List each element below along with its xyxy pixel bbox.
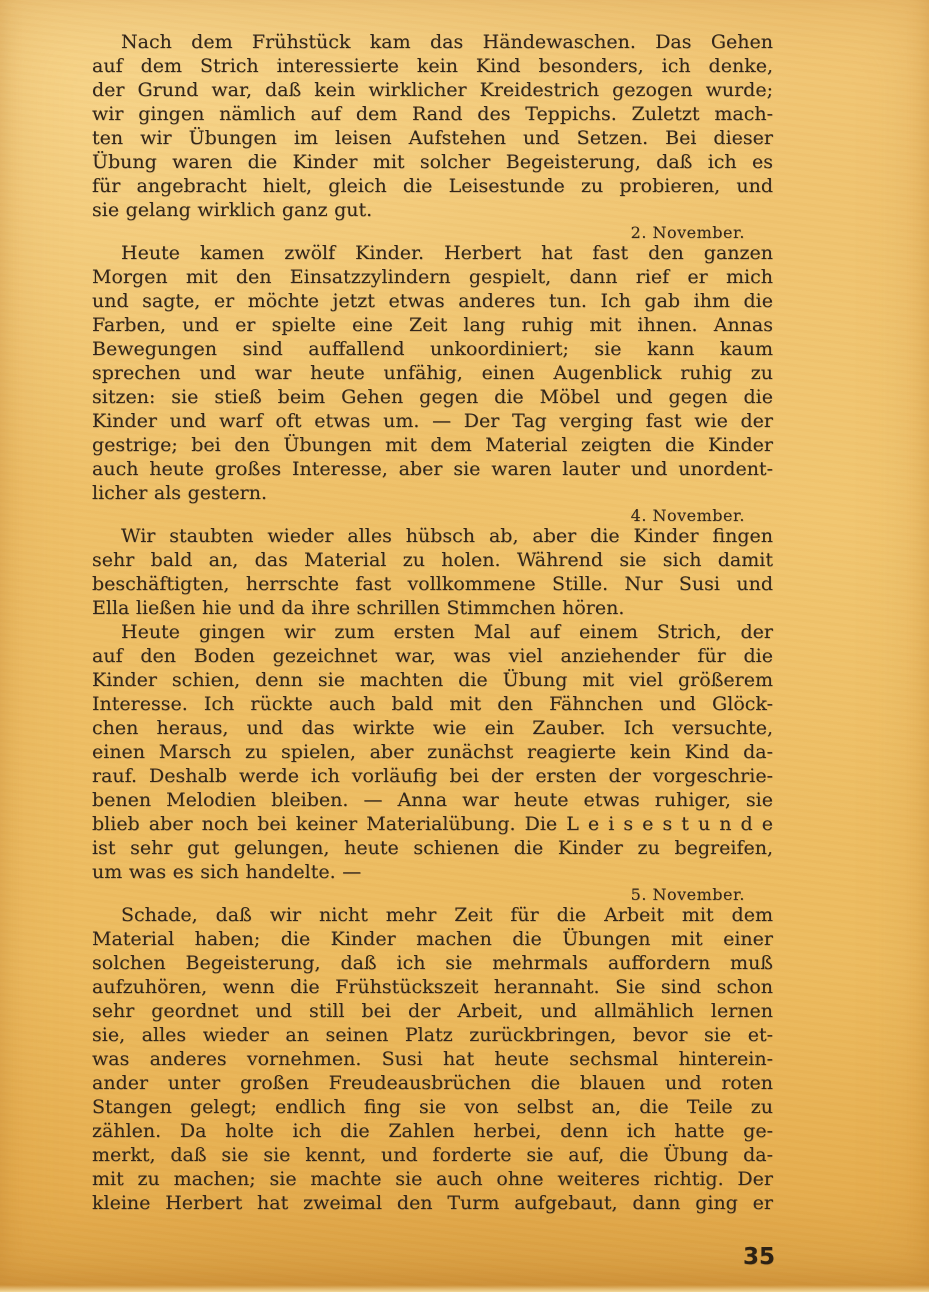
text-line: sie gelang wirklich ganz gut. bbox=[92, 199, 373, 221]
text-line: benen Melodien bleiben. — Anna war heute etwas ruhiger, sie bbox=[92, 789, 773, 811]
paragraph bbox=[92, 30, 773, 222]
text-line: Heute gingen wir zum ersten Mal auf einem Strich, der bbox=[121, 621, 773, 643]
text-line: auf dem Strich interessierte kein Kind besonders, ich denke, bbox=[92, 55, 773, 77]
text-line: mit zu machen; sie machte sie auch ohne weiteres richtig. Der bbox=[92, 1168, 773, 1190]
text-line: für angebracht hielt, gleich die Leisestunde zu probieren, und bbox=[92, 175, 773, 197]
text-line: chen heraus, und das wirkte wie ein Zauber. Ich versuchte, bbox=[92, 717, 773, 739]
paragraph bbox=[92, 620, 773, 884]
date-heading: 2. November. bbox=[630, 223, 745, 242]
text-line: Kinder und warf oft etwas um. — Der Tag verging fast wie der bbox=[92, 410, 773, 432]
paragraph bbox=[92, 903, 773, 1215]
text-line: Interesse. Ich rückte auch bald mit den Fähnchen und Glöck- bbox=[92, 693, 773, 715]
text-line: rauf. Deshalb werde ich vorläufig bei der ersten der vorgeschrie- bbox=[92, 765, 773, 787]
text-line: ten wir Übungen im leisen Aufstehen und Setzen. Bei dieser bbox=[92, 127, 773, 149]
text-line: zählen. Da holte ich die Zahlen herbei, denn ich hatte ge- bbox=[92, 1120, 773, 1142]
text-line: Schade, daß wir nicht mehr Zeit für die Arbeit mit dem bbox=[121, 904, 773, 926]
page-body bbox=[92, 30, 773, 1215]
text-line: Material haben; die Kinder machen die Übungen mit einer bbox=[92, 928, 773, 950]
text-line: solchen Begeisterung, daß ich sie mehrmals auffordern muß bbox=[92, 952, 773, 974]
text-line: auf den Boden gezeichnet war, was viel anziehender für die bbox=[92, 645, 773, 667]
text-line: sprechen und war heute unfähig, einen Augenblick ruhig zu bbox=[92, 362, 773, 384]
date-heading: 5. November. bbox=[630, 885, 745, 904]
text-line: wir gingen nämlich auf dem Rand des Teppichs. Zuletzt mach- bbox=[92, 103, 773, 125]
text-line: und sagte, er möchte jetzt etwas anderes tun. Ich gab ihm die bbox=[92, 290, 773, 312]
text-line: sehr geordnet und still bei der Arbeit, und allmählich lernen bbox=[92, 1000, 773, 1022]
text-line: sehr bald an, das Material zu holen. Während sie sich damit bbox=[92, 549, 773, 571]
text-line: merkt, daß sie sie kennt, und forderte sie auf, die Übung da- bbox=[92, 1144, 773, 1166]
text-line: sie, alles wieder an seinen Platz zurückbringen, bevor sie et- bbox=[92, 1024, 773, 1046]
text-line: Kinder schien, denn sie machten die Übung mit viel größerem bbox=[92, 669, 773, 691]
date-heading: 4. November. bbox=[630, 506, 745, 525]
text-line: beschäftigten, herrschte fast vollkommene Stille. Nur Susi und bbox=[92, 573, 773, 595]
text-line: Übung waren die Kinder mit solcher Begeisterung, daß ich es bbox=[92, 151, 773, 173]
text-line: Morgen mit den Einsatzzylindern gespielt, dann rief er mich bbox=[92, 266, 773, 288]
text-line: licher als gestern. bbox=[92, 482, 267, 504]
text-line: blieb aber noch bei keiner Materialübung. Die L e i s e s t u n d e bbox=[92, 813, 773, 835]
text-line: Ella ließen hie und da ihre schrillen Stimmchen hören. bbox=[92, 597, 625, 619]
text-line: auch heute großes Interesse, aber sie waren lauter und unordent- bbox=[92, 458, 773, 480]
text-line: einen Marsch zu spielen, aber zunächst reagierte kein Kind da- bbox=[92, 741, 773, 763]
text-line: Nach dem Frühstück kam das Händewaschen. Das Gehen bbox=[121, 31, 773, 53]
text-line: Farben, und er spielte eine Zeit lang ruhig mit ihnen. Annas bbox=[92, 314, 773, 336]
text-line: ist sehr gut gelungen, heute schienen die Kinder zu begreifen, bbox=[92, 837, 773, 859]
text-line: kleine Herbert hat zweimal den Turm aufgebaut, dann ging er bbox=[92, 1192, 773, 1214]
paragraph bbox=[92, 241, 773, 505]
text-line: um was es sich handelte. — bbox=[92, 861, 362, 883]
paragraph bbox=[92, 524, 773, 620]
text-line: aufzuhören, wenn die Frühstückszeit herannaht. Sie sind schon bbox=[92, 976, 773, 998]
text-line: ander unter großen Freudeausbrüchen die blauen und roten bbox=[92, 1072, 773, 1094]
text-line: der Grund war, daß kein wirklicher Kreidestrich gezogen wurde; bbox=[92, 79, 773, 101]
text-line: gestrige; bei den Übungen mit dem Material zeigten die Kinder bbox=[92, 434, 773, 456]
page-number: 35 bbox=[742, 1244, 775, 1270]
text-line: sitzen: sie stieß beim Gehen gegen die Möbel und gegen die bbox=[92, 386, 773, 408]
text-line: Stangen gelegt; endlich fing sie von selbst an, die Teile zu bbox=[92, 1096, 773, 1118]
text-line: Wir staubten wieder alles hübsch ab, aber die Kinder fingen bbox=[121, 525, 773, 547]
text-line: Heute kamen zwölf Kinder. Herbert hat fast den ganzen bbox=[121, 242, 773, 264]
text-line: was anderes vornehmen. Susi hat heute sechsmal hinterein- bbox=[92, 1048, 773, 1070]
text-line: Bewegungen sind auffallend unkoordiniert; sie kann kaum bbox=[92, 338, 773, 360]
